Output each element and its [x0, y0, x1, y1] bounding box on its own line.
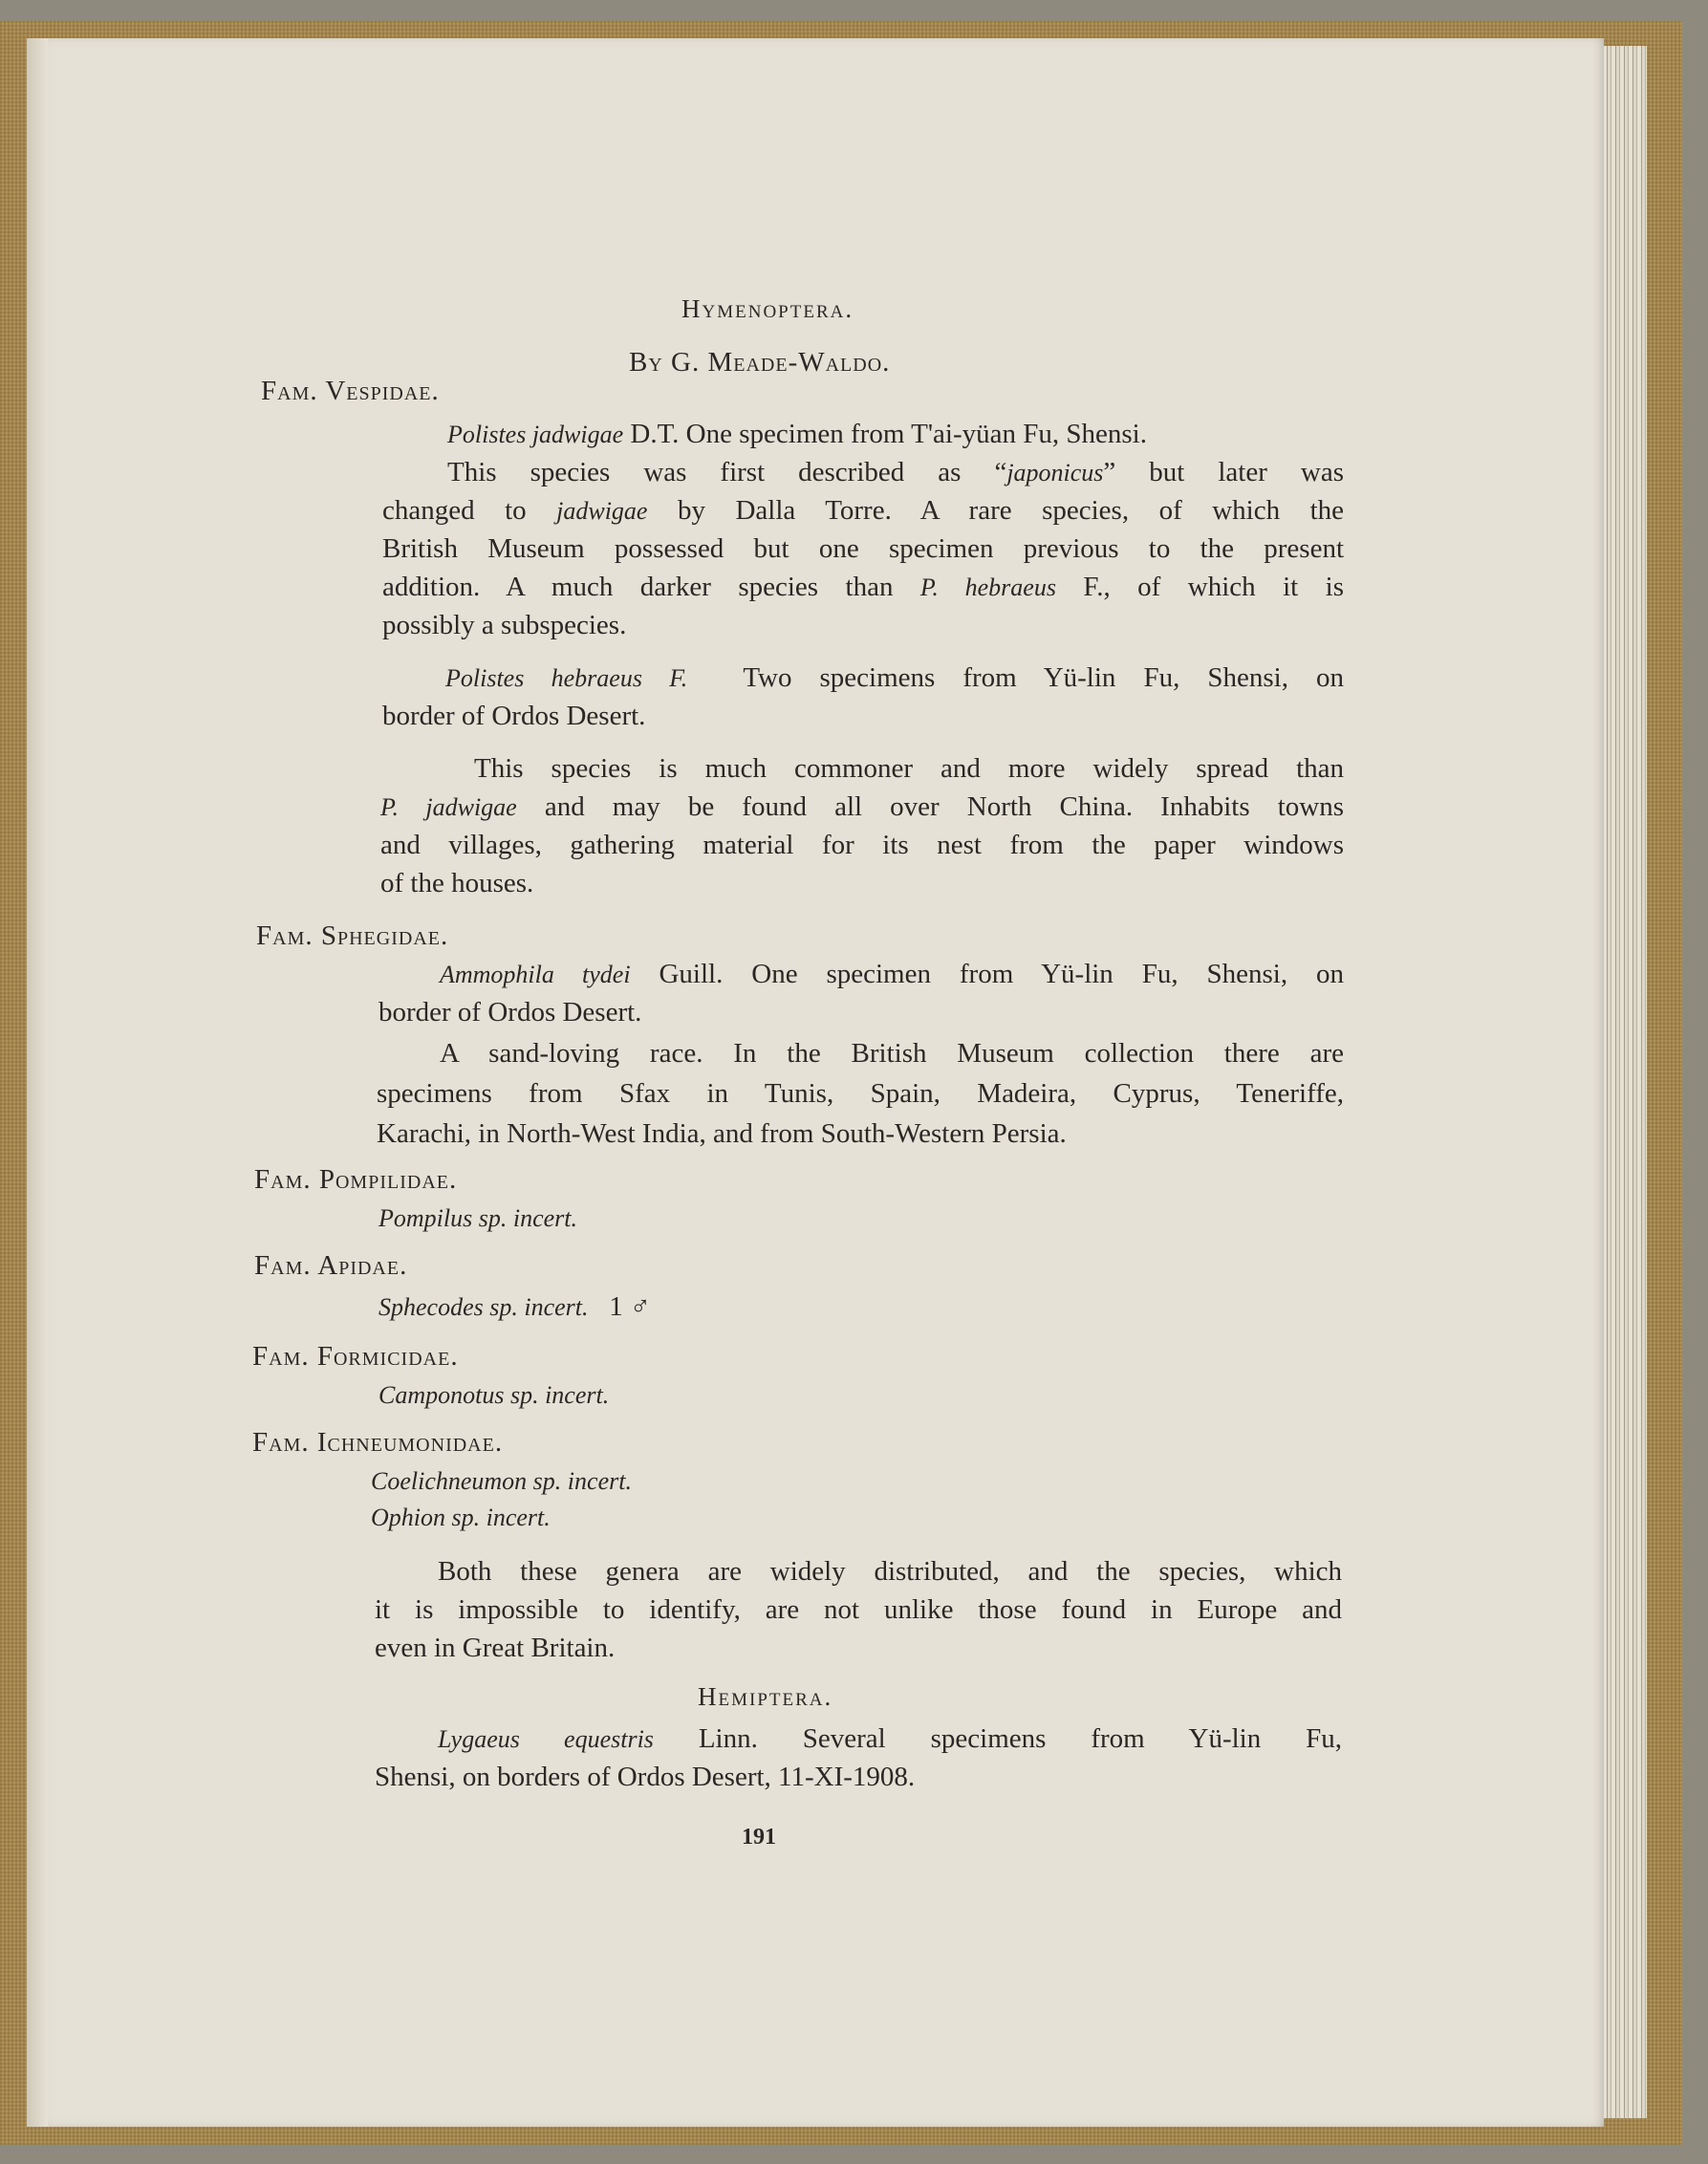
family-pompilidae: Fam. Pompilidae. [254, 1164, 458, 1195]
species-name: Ammophila tydei [440, 961, 631, 988]
text: and may be found all over North China. Inhabits towns [516, 791, 1344, 822]
paragraph-line [447, 421, 1147, 448]
specimen-count: 1 ♂ [609, 1291, 651, 1322]
paragraph-line: specimens from Sfax in Tunis, Spain, Madeira, Cyprus, Teneriffe, [377, 1078, 1344, 1109]
text: Guill. One specimen from Yü-lin Fu, Shensi, on [659, 959, 1344, 989]
species-name: Ophion sp. incert. [371, 1504, 551, 1531]
paragraph-line: and villages, gathering material for its nest from the paper windows [380, 830, 1344, 860]
page-gutter [27, 38, 48, 2127]
text: Linn. Several specimens from Yü-lin Fu, [698, 1723, 1343, 1754]
family-formicidae: Fam. Formicidae. [252, 1341, 459, 1372]
species-name: P. hebraeus [919, 573, 1056, 601]
paragraph-line: border of Ordos Desert. [378, 997, 642, 1028]
text: changed to [382, 495, 557, 526]
family-ichneumonidae: Fam. Ichneumonidae. [252, 1427, 504, 1458]
species-name: Coelichneumon sp. incert. [371, 1467, 632, 1495]
species-name: Lygaeus equestris [438, 1725, 654, 1753]
family-apidae: Fam. Apidae. [254, 1250, 408, 1281]
species-name: Sphecodes sp. incert. [378, 1293, 589, 1321]
book-page [27, 38, 1604, 2127]
text: addition. A much darker species than [382, 572, 920, 602]
family-vespidae: Fam. Vespidae. [261, 376, 440, 406]
paragraph-line: it is impossible to identify, are not unlike those found in Europe and [375, 1594, 1342, 1625]
heading-hymenoptera: Hymenoptera. [681, 294, 854, 323]
paragraph-line [382, 573, 1344, 601]
species-name: Polistes jadwigae [447, 421, 624, 448]
page-number: 191 [742, 1825, 776, 1850]
paragraph-line: A sand-loving race. In the British Museum collection there are [440, 1038, 1344, 1069]
species-name: P. jadwigae [380, 793, 517, 821]
text: by Dalla Torre. A rare species, of which the [647, 495, 1344, 526]
paragraph-line [438, 1725, 1342, 1753]
paragraph-line [382, 497, 1344, 525]
text: Two specimens from Yü-lin Fu, Shensi, on [743, 662, 1344, 693]
family-sphegidae: Fam. Sphegidae. [256, 920, 449, 951]
text: This species was first described as “ [447, 457, 1007, 487]
paragraph-line: possibly a subspecies. [382, 610, 627, 640]
paragraph-line [440, 961, 1344, 988]
paragraph-line [445, 664, 1344, 692]
paragraph-line: British Museum possessed but one specimen previous to the present [382, 533, 1344, 564]
byline: By G. Meade-Waldo. [629, 347, 891, 378]
paragraph-line: Shensi, on borders of Ordos Desert, 11-XI-1908. [375, 1762, 916, 1792]
species-name: jadwigae [556, 497, 648, 525]
paragraph-line: This species is much commoner and more widely spread than [474, 753, 1344, 784]
text: F., of which it is [1055, 572, 1344, 602]
paragraph-line [378, 1293, 651, 1321]
species-name: Polistes hebraeus F. [445, 664, 688, 692]
paragraph-line: Both these genera are widely distributed, and the species, which [438, 1556, 1342, 1587]
text: D.T. One specimen from T'ai-yüan Fu, Shensi. [630, 419, 1147, 449]
paragraph-line: of the houses. [380, 868, 534, 898]
species-name: japonicus [1006, 459, 1104, 487]
paragraph-line: Karachi, in North-West India, and from South-Western Persia. [377, 1118, 1067, 1149]
paragraph-line [447, 459, 1344, 487]
paragraph-line [380, 793, 1344, 821]
species-name: Pompilus sp. incert. [378, 1204, 577, 1232]
species-name: Camponotus sp. incert. [378, 1381, 610, 1409]
heading-hemiptera: Hemiptera. [698, 1682, 833, 1711]
paragraph-line: even in Great Britain. [375, 1633, 616, 1663]
paragraph-line: border of Ordos Desert. [382, 701, 646, 731]
text: ” but later was [1103, 457, 1344, 487]
